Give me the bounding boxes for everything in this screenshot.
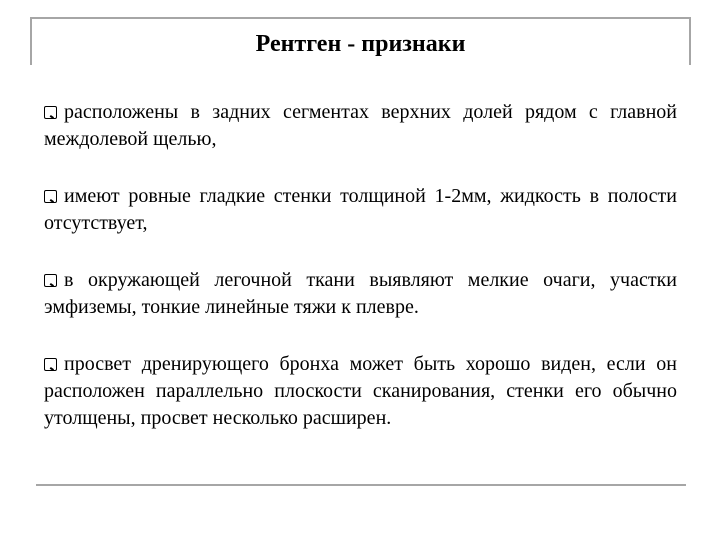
checkbox-bullet-icon: [44, 274, 57, 287]
checkbox-bullet-icon: [44, 358, 57, 371]
checkbox-bullet-icon: [44, 106, 57, 119]
bullet-item: [44, 99, 677, 153]
bullet-item: [44, 183, 677, 237]
bullet-item: [44, 267, 677, 321]
checkbox-bullet-icon: [44, 190, 57, 203]
bullet-list: [44, 99, 677, 462]
slide-title: Рентген - признаки: [255, 31, 466, 57]
bullet-text: просвет дренирующего бронха может быть хорошо виден, если он расположен параллельно плоскости сканирования, стенки его обычно утолщены, просвет несколько расширен.: [44, 353, 677, 429]
bullet-item: [44, 351, 677, 432]
bottom-divider: [36, 484, 686, 486]
bullet-text: в окружающей легочной ткани выявляют мелкие очаги, участки эмфиземы, тонкие линейные тяжи к плевре.: [44, 269, 677, 318]
top-divider: [30, 17, 691, 19]
bullet-text: имеют ровные гладкие стенки толщиной 1-2мм, жидкость в полости отсутствует,: [44, 185, 677, 234]
bullet-text: расположены в задних сегментах верхних долей рядом с главной междолевой щелью,: [44, 101, 677, 150]
